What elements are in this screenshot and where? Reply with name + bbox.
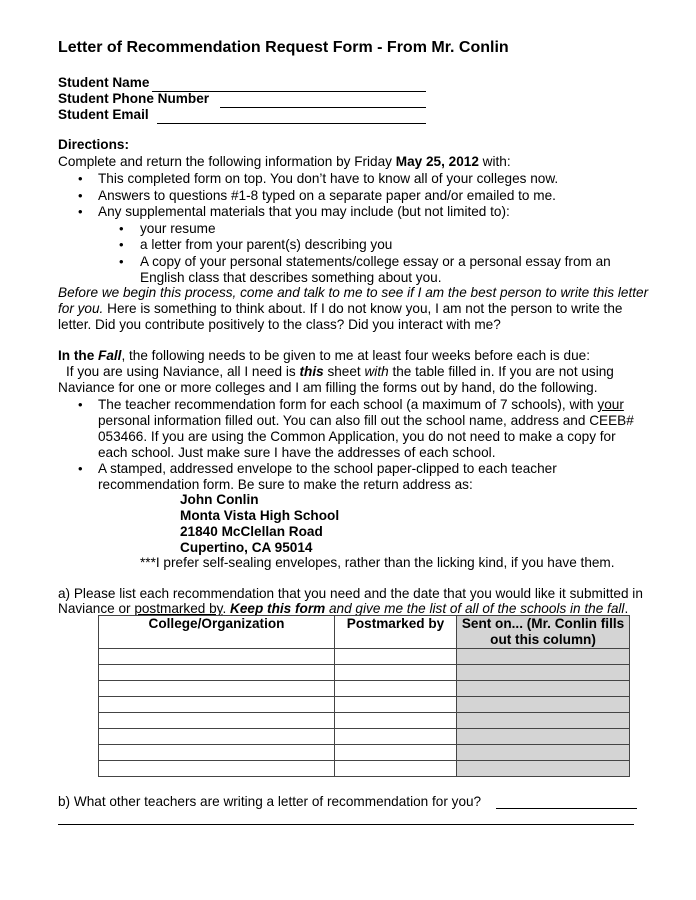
- list-item: A stamped, addressed envelope to the school paper-clipped to each teacher: [98, 461, 557, 476]
- list-item: Answers to questions #1-8 typed on a separate paper and/or emailed to me.: [98, 188, 556, 203]
- before-paragraph-line: Before we begin this process, come and talk to me to see if I am the best person to write this letter: [58, 285, 649, 300]
- college-cell[interactable]: [99, 745, 335, 761]
- return-address-line: Monta Vista High School: [180, 508, 340, 523]
- before-paragraph-line: letter. Did you contribute positively to the class? Did you interact with me?: [58, 317, 501, 332]
- list-item-continued: personal information filled out. You can also fill out the school name, address and CEEB#: [98, 413, 634, 428]
- column-header-postmarked: Postmarked by: [335, 616, 457, 649]
- student-phone-field[interactable]: [220, 107, 426, 108]
- student-name-label: Student Name: [58, 75, 150, 90]
- return-address-line: John Conlin: [180, 492, 259, 507]
- student-email-label: Student Email: [58, 107, 149, 122]
- question-b-text: b) What other teachers are writing a letter of recommendation for you?: [58, 794, 482, 809]
- list-item: The teacher recommendation form for each school (a maximum of 7 schools), with your: [98, 397, 624, 412]
- postmarked-cell[interactable]: [335, 697, 457, 713]
- sent-on-cell: [457, 665, 630, 681]
- list-item: Any supplemental materials that you may include (but not limited to):: [98, 204, 510, 219]
- directions-intro: Complete and return the following information by Friday May 25, 2012 with:: [58, 154, 511, 169]
- envelope-note: ***I prefer self-sealing envelopes, rather than the licking kind, if you have them.: [140, 555, 615, 570]
- bullet-dot: •: [119, 254, 124, 269]
- sent-on-cell: [457, 745, 630, 761]
- postmarked-cell[interactable]: [335, 761, 457, 777]
- college-cell[interactable]: [99, 665, 335, 681]
- table-row: [99, 697, 630, 713]
- sent-on-cell: [457, 729, 630, 745]
- sub-list-item: a letter from your parent(s) describing you: [140, 237, 393, 252]
- bullet-dot: •: [119, 237, 124, 252]
- table-header-row: [99, 616, 630, 649]
- college-cell[interactable]: [99, 729, 335, 745]
- table-row: [99, 745, 630, 761]
- sub-list-item-continued: English class that describes something about you.: [140, 270, 442, 285]
- question-a-line: a) Please list each recommendation that you need and the date that you would like it submitted in: [58, 586, 643, 601]
- column-header-sent-on: Sent on... (Mr. Conlin fills out this column): [457, 616, 630, 649]
- page-title: Letter of Recommendation Request Form - From Mr. Conlin: [58, 39, 509, 56]
- list-item: This completed form on top. You don’t have to know all of your colleges now.: [98, 171, 559, 186]
- student-email-field[interactable]: [157, 123, 426, 124]
- bullet-dot: •: [78, 461, 83, 476]
- return-address-line: Cupertino, CA 95014: [180, 540, 313, 555]
- question-b-answer-field[interactable]: [496, 808, 637, 809]
- college-cell[interactable]: [99, 649, 335, 665]
- postmarked-cell[interactable]: [335, 729, 457, 745]
- sent-on-cell: [457, 761, 630, 777]
- sent-on-cell: [457, 649, 630, 665]
- postmarked-cell[interactable]: [335, 745, 457, 761]
- fall-intro: In the Fall, the following needs to be given to me at least four weeks before each is due:: [58, 348, 590, 363]
- college-cell[interactable]: [99, 761, 335, 777]
- sent-on-cell: [457, 713, 630, 729]
- bullet-dot: •: [119, 221, 124, 236]
- return-address-line: 21840 McClellan Road: [180, 524, 323, 539]
- sub-list-item: your resume: [140, 221, 216, 236]
- column-header-college: College/Organization: [99, 616, 335, 649]
- list-item-continued: each school. Just make sure I have the addresses of each school.: [98, 445, 496, 460]
- postmarked-cell[interactable]: [335, 713, 457, 729]
- college-cell[interactable]: [99, 681, 335, 697]
- postmarked-cell[interactable]: [335, 649, 457, 665]
- table-row: [99, 681, 630, 697]
- student-phone-label: Student Phone Number: [58, 91, 210, 106]
- bullet-dot: •: [78, 171, 83, 186]
- table-row: [99, 729, 630, 745]
- table-row: [99, 665, 630, 681]
- question-b-answer-line[interactable]: [58, 824, 634, 825]
- list-item-continued: 053466. If you are using the Common Application, you do not need to make a copy for: [98, 429, 616, 444]
- bullet-dot: •: [78, 204, 83, 219]
- table-row: [99, 649, 630, 665]
- fall-naviance-line: If you are using Naviance, all I need is this sheet with the table filled in. If you are not using: [66, 364, 614, 379]
- list-item-continued: recommendation form. Be sure to make the return address as:: [98, 477, 473, 492]
- table-row: [99, 713, 630, 729]
- postmarked-cell[interactable]: [335, 665, 457, 681]
- sent-on-cell: [457, 697, 630, 713]
- recommendation-table: [98, 615, 630, 777]
- bullet-dot: •: [78, 188, 83, 203]
- sub-list-item: A copy of your personal statements/college essay or a personal essay from an: [140, 254, 611, 269]
- due-date: May 25, 2012: [395, 154, 479, 169]
- postmarked-cell[interactable]: [335, 681, 457, 697]
- bullet-dot: •: [78, 397, 83, 412]
- fall-naviance-line: Naviance for one or more colleges and I am filling the forms out by hand, do the following.: [58, 380, 598, 395]
- table-row: [99, 761, 630, 777]
- question-a-line: Naviance or postmarked by. Keep this form and give me the list of all of the schools in the fall.: [58, 601, 629, 616]
- college-cell[interactable]: [99, 697, 335, 713]
- college-cell[interactable]: [99, 713, 335, 729]
- sent-on-cell: [457, 681, 630, 697]
- directions-heading: Directions:: [58, 137, 130, 152]
- before-paragraph-line: for you. Here is something to think about. If I do not know you, I am not the person to write the: [58, 301, 623, 316]
